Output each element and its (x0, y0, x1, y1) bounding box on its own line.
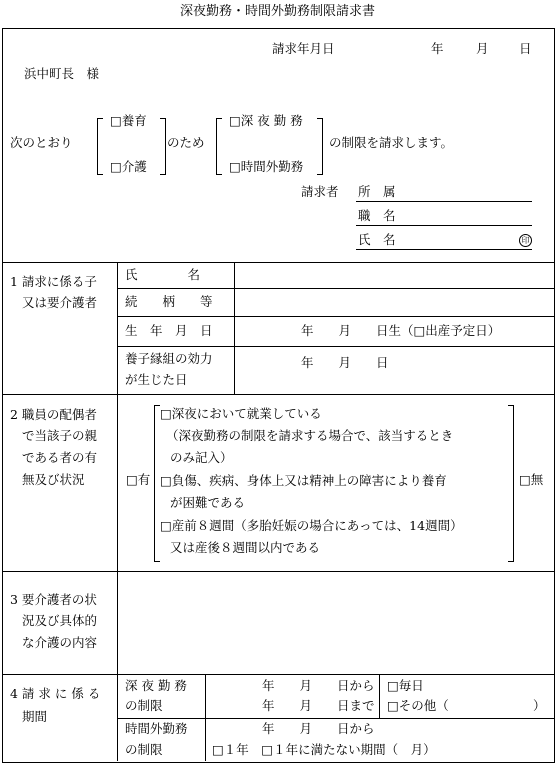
limit-overtime-checkbox[interactable]: □時間外勤務 (229, 159, 304, 174)
name-label: 氏 名 (358, 232, 396, 247)
night-limit-label-1: 深 夜 勤 務 (125, 678, 187, 693)
section3-heading-1: 3 要介護者の状 (10, 592, 97, 607)
night-limit-label-2: の制限 (125, 698, 163, 713)
section1-heading-2: 又は要介護者 (22, 295, 98, 310)
for-the-text: のため (167, 135, 205, 150)
spouse-detail-3: のみ記入） (170, 450, 233, 465)
child-name-label: 氏 名 (125, 267, 201, 282)
relation-label: 続 柄 等 (125, 294, 213, 309)
overtime-period-options[interactable]: □１年 □１年に満たない期間（ 月） (212, 742, 436, 757)
divider-section1-end (2, 394, 555, 395)
birth-value[interactable]: 年 月 日生（□出産予定日） (301, 323, 501, 338)
spouse-detail-4[interactable]: □負傷、疾病、身体上又は精神上の障害により養育 (160, 473, 447, 488)
spouse-detail-1[interactable]: □深夜において就業している (160, 406, 322, 421)
adoption-label-1: 養子縁組の効力 (125, 351, 213, 366)
night-to-date[interactable]: 年 月 日まで (262, 698, 375, 713)
care-details-field[interactable] (118, 572, 554, 673)
addressee: 浜中町長 様 (24, 66, 100, 81)
adoption-value[interactable]: 年 月 日 (301, 355, 389, 370)
section4-heading-1: 4 請 求 に 係 る (10, 686, 101, 701)
limit-bracket-left (216, 118, 222, 175)
section4-row-line (117, 718, 555, 719)
seal-icon: 印 (519, 234, 532, 247)
reason-bracket-right (160, 118, 166, 175)
label-column-divider (117, 262, 118, 761)
intro-text: 次のとおり (10, 135, 73, 150)
limit-night-checkbox[interactable]: □深 夜 勤 務 (229, 113, 303, 128)
date-year: 年 (431, 41, 444, 56)
divider-section3-end (2, 674, 555, 675)
date-day: 日 (519, 41, 532, 56)
section1-row1-line (117, 288, 555, 289)
name-line[interactable] (356, 249, 532, 250)
section3-heading-2: 況及び具体的 (22, 613, 98, 628)
birth-label: 生 年 月 日 (125, 323, 213, 338)
requester-label: 請求者 (301, 184, 339, 199)
spouse-detail-5: が困難である (170, 495, 246, 510)
section1-subdivider (234, 262, 235, 394)
overtime-limit-label-2: の制限 (125, 742, 163, 757)
other-close-paren: ） (533, 698, 546, 713)
section2-heading-4: 無及び状況 (22, 472, 85, 487)
section2-heading-1: 2 職員の配偶者 (10, 407, 97, 422)
spouse-detail-7: 又は産後８週間以内である (170, 540, 321, 555)
section2-heading-2: で当該子の親 (22, 428, 98, 443)
spouse-detail-2: （深夜勤務の制限を請求する場合で、該当するとき (166, 428, 454, 443)
section1-row3-line (117, 346, 555, 347)
spouse-none-checkbox[interactable]: □無 (519, 472, 544, 487)
other-checkbox[interactable]: □その他（ (387, 698, 449, 713)
night-from-date[interactable]: 年 月 日から (262, 678, 375, 693)
spouse-detail-6[interactable]: □産前８週間（多胎妊娠の場合にあっては、14週間） (160, 518, 463, 533)
spouse-bracket-right (508, 405, 514, 562)
overtime-from-date[interactable]: 年 月 日から (262, 721, 375, 736)
section1-heading-1: 1 請求に係る子 (10, 274, 97, 289)
daily-checkbox[interactable]: □毎日 (387, 678, 424, 693)
position-line[interactable] (356, 225, 532, 226)
affiliation-line[interactable] (356, 201, 532, 202)
date-month: 月 (476, 41, 489, 56)
affiliation-label: 所 属 (358, 184, 396, 199)
reason-bracket-left (97, 118, 103, 175)
section3-heading-3: な介護の内容 (22, 635, 98, 650)
request-date-label: 請求年月日 (272, 41, 335, 56)
request-text: の制限を請求します。 (329, 135, 454, 150)
section4-option-divider (379, 674, 380, 718)
reason-care-checkbox[interactable]: □介護 (110, 159, 147, 174)
divider-header (2, 262, 555, 263)
section2-heading-3: である者の有 (22, 450, 98, 465)
section4-heading-2: 期間 (22, 709, 48, 724)
overtime-limit-label-1: 時間外勤務 (125, 721, 188, 736)
spouse-has-checkbox[interactable]: □有 (126, 472, 151, 487)
limit-bracket-right (317, 118, 323, 175)
position-label: 職 名 (358, 208, 396, 223)
document-title: 深夜勤務・時間外勤務制限請求書 (179, 4, 375, 19)
reason-childcare-checkbox[interactable]: □養育 (110, 113, 147, 128)
section1-row2-line (117, 316, 555, 317)
adoption-label-2: が生じた日 (125, 372, 188, 387)
